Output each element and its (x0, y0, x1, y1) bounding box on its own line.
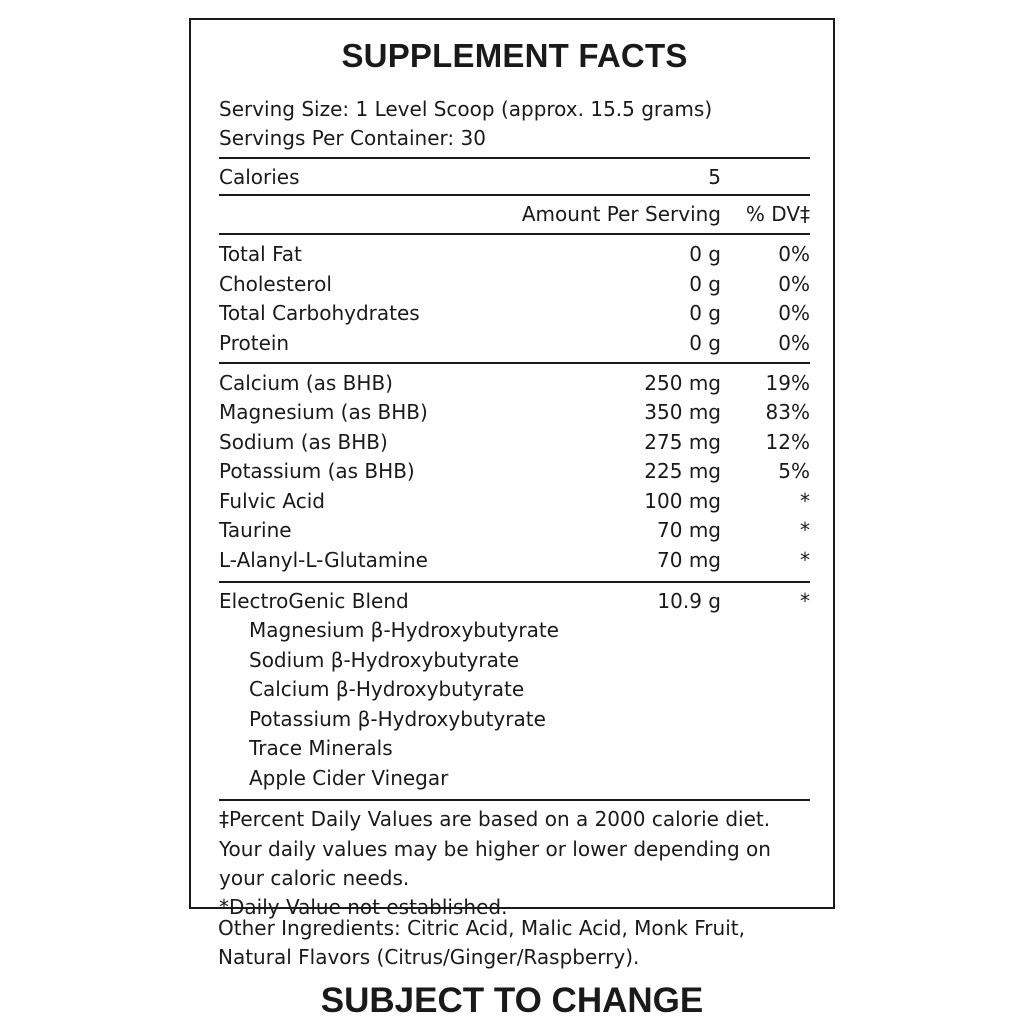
nutrient-name: Taurine (219, 518, 292, 542)
nutrient-row (219, 368, 810, 398)
nutrient-dv: 0% (778, 331, 810, 355)
nutrient-row (219, 456, 810, 486)
nutrient-dv: 12% (765, 430, 810, 454)
blend-amount: 10.9 g (657, 589, 721, 613)
nutrient-name: Calcium (as BHB) (219, 371, 393, 395)
blend-name: ElectroGenic Blend (219, 589, 409, 613)
nutrient-amount: 100 mg (644, 489, 721, 513)
blend-ingredient (219, 704, 810, 734)
footnote-line: Your daily values may be higher or lower depending on (219, 837, 771, 861)
nutrient-name: Potassium (as BHB) (219, 459, 415, 483)
blend-ingredient-name: Apple Cider Vinegar (249, 766, 449, 790)
serving-size: Serving Size: 1 Level Scoop (approx. 15.5 grams) (219, 97, 713, 121)
nutrient-dv: 83% (765, 400, 810, 424)
blend-ingredient (219, 733, 810, 763)
blend-dv: * (800, 589, 810, 613)
nutrient-dv: 5% (778, 459, 810, 483)
nutrient-dv: * (800, 548, 810, 572)
nutrient-dv: 19% (765, 371, 810, 395)
amount-per-serving-header: Amount Per Serving (521, 202, 721, 226)
blend-ingredient (219, 763, 810, 793)
footnote-line: ‡Percent Daily Values are based on a 2000 calorie diet. (219, 807, 771, 831)
nutrient-row (219, 427, 810, 457)
nutrient-name: Protein (219, 331, 290, 355)
divider (219, 581, 810, 583)
divider (219, 157, 810, 159)
calories-row (219, 162, 810, 192)
nutrient-amount: 0 g (689, 242, 721, 266)
nutrient-amount: 0 g (689, 331, 721, 355)
nutrient-amount: 70 mg (657, 518, 721, 542)
nutrient-row (219, 545, 810, 575)
nutrient-amount: 275 mg (644, 430, 721, 454)
blend-ingredient-name: Magnesium β-Hydroxybutyrate (249, 618, 559, 642)
other-ingredients-line: Other Ingredients: Citric Acid, Malic Acid, Monk Fruit, (218, 916, 745, 940)
nutrient-name: Sodium (as BHB) (219, 430, 388, 454)
nutrient-name: L-Alanyl-L-Glutamine (219, 548, 428, 572)
supplement-facts-panel (189, 18, 835, 919)
nutrient-row (219, 397, 810, 427)
nutrient-name: Fulvic Acid (219, 489, 325, 513)
nutrient-dv: 0% (778, 272, 810, 296)
blend-row (219, 586, 810, 616)
other-ingredients (218, 914, 818, 972)
divider (219, 233, 810, 235)
nutrient-row (219, 269, 810, 299)
nutrient-amount: 70 mg (657, 548, 721, 572)
blend-ingredient-name: Trace Minerals (249, 736, 393, 760)
servings-per-container: Servings Per Container: 30 (219, 126, 486, 150)
nutrient-dv: * (800, 489, 810, 513)
nutrient-row (219, 328, 810, 358)
nutrient-name: Magnesium (as BHB) (219, 400, 428, 424)
nutrient-dv: * (800, 518, 810, 542)
other-ingredients-line: Natural Flavors (Citrus/Ginger/Raspberry). (218, 945, 640, 969)
blend-ingredient (219, 615, 810, 645)
nutrient-row (219, 298, 810, 328)
calories-label: Calories (219, 165, 300, 189)
panel-title: SUPPLEMENT FACTS (341, 37, 688, 74)
nutrient-name: Cholesterol (219, 272, 332, 296)
daily-value-header: % DV‡ (745, 202, 810, 226)
nutrient-name: Total Carbohydrates (219, 301, 420, 325)
blend-ingredient-name: Calcium β-Hydroxybutyrate (249, 677, 525, 701)
nutrient-amount: 350 mg (644, 400, 721, 424)
nutrient-dv: 0% (778, 301, 810, 325)
divider (219, 362, 810, 364)
nutrient-row (219, 239, 810, 269)
nutrient-amount: 250 mg (644, 371, 721, 395)
blend-ingredient-name: Sodium β-Hydroxybutyrate (249, 648, 519, 672)
footnote-line: your caloric needs. (219, 866, 410, 890)
nutrient-row (219, 515, 810, 545)
nutrient-row (219, 486, 810, 516)
column-header-row (219, 199, 810, 229)
blend-ingredient (219, 674, 810, 704)
divider (219, 194, 810, 196)
nutrient-dv: 0% (778, 242, 810, 266)
nutrient-amount: 0 g (689, 301, 721, 325)
footnote-line: *Daily Value not established. (219, 895, 508, 919)
blend-ingredient-name: Potassium β-Hydroxybutyrate (249, 707, 546, 731)
nutrient-name: Total Fat (219, 242, 302, 266)
subject-to-change-notice: SUBJECT TO CHANGE (320, 981, 704, 1020)
blend-ingredient (219, 645, 810, 675)
calories-value: 5 (708, 165, 721, 189)
nutrient-amount: 0 g (689, 272, 721, 296)
divider (219, 799, 810, 801)
nutrient-amount: 225 mg (644, 459, 721, 483)
